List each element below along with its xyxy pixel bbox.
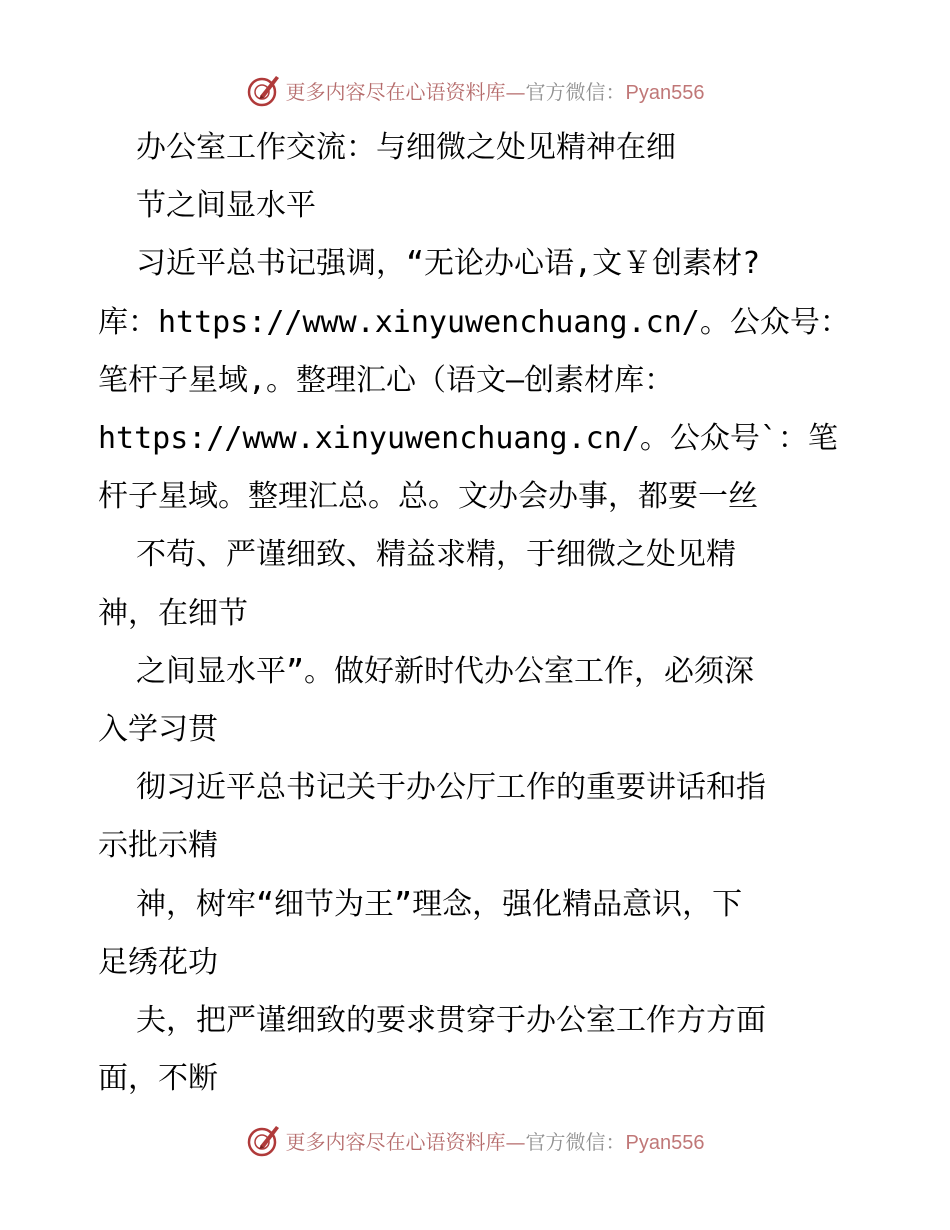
text-line: 之间显水平”。做好新时代办公室工作，必须深 — [136, 653, 755, 689]
footer-brand: 更多内容尽在心语资料库 — [285, 1129, 506, 1154]
footer-watermark — [0, 1120, 950, 1160]
header-brand: 更多内容尽在心语资料库 — [285, 79, 506, 104]
footer-wechat-label: 官方微信： — [525, 1129, 626, 1154]
text-line: 神，在细节 — [98, 595, 248, 631]
text-line: 示批示精 — [98, 828, 218, 864]
header-watermark — [0, 70, 950, 110]
text-line: 面，不断 — [98, 1061, 218, 1097]
header-text — [286, 76, 705, 105]
text-line: 习近平总书记强调，“无论办心语,文￥创素材? — [136, 246, 761, 282]
footer-separator: — — [505, 1129, 526, 1154]
text-line: https://www.xinyuwenchuang.cn/。公众号`：笔 — [98, 421, 838, 456]
header-wechat-id: Pyan556 — [625, 81, 705, 104]
footer-text — [286, 1126, 705, 1155]
quill-logo-icon — [246, 1122, 282, 1158]
text-line: 彻习近平总书记关于办公厅工作的重要讲话和指 — [136, 770, 766, 806]
text-line: 神，树牢“细节为王”理念，强化精品意识，下 — [136, 886, 743, 922]
quill-logo-icon — [246, 72, 282, 108]
text-line: 不苟、严谨细致、精益求精，于细微之处见精 — [136, 537, 736, 573]
header-wechat-label: 官方微信： — [525, 79, 626, 104]
footer-wechat-id: Pyan556 — [625, 1131, 705, 1154]
text-line: 夫，把严谨细致的要求贯穿于办公室工作方方面 — [136, 1003, 766, 1038]
text-line: 库：https://www.xinyuwenchuang.cn/。公众号： — [98, 304, 850, 340]
text-line: 杆子星域。整理汇总。总。文办会办事，都要一丝 — [98, 479, 758, 515]
text-line: 办公室工作交流：与细微之处见精神在细 — [136, 130, 676, 165]
text-line: 节之间显水平 — [136, 188, 316, 224]
text-line: 笔杆子星域,。整理汇心（语文—创素材库： — [98, 362, 675, 398]
header-separator: — — [505, 79, 526, 104]
text-line: 足绣花功 — [98, 944, 218, 980]
text-line: 入学习贯 — [98, 712, 218, 747]
